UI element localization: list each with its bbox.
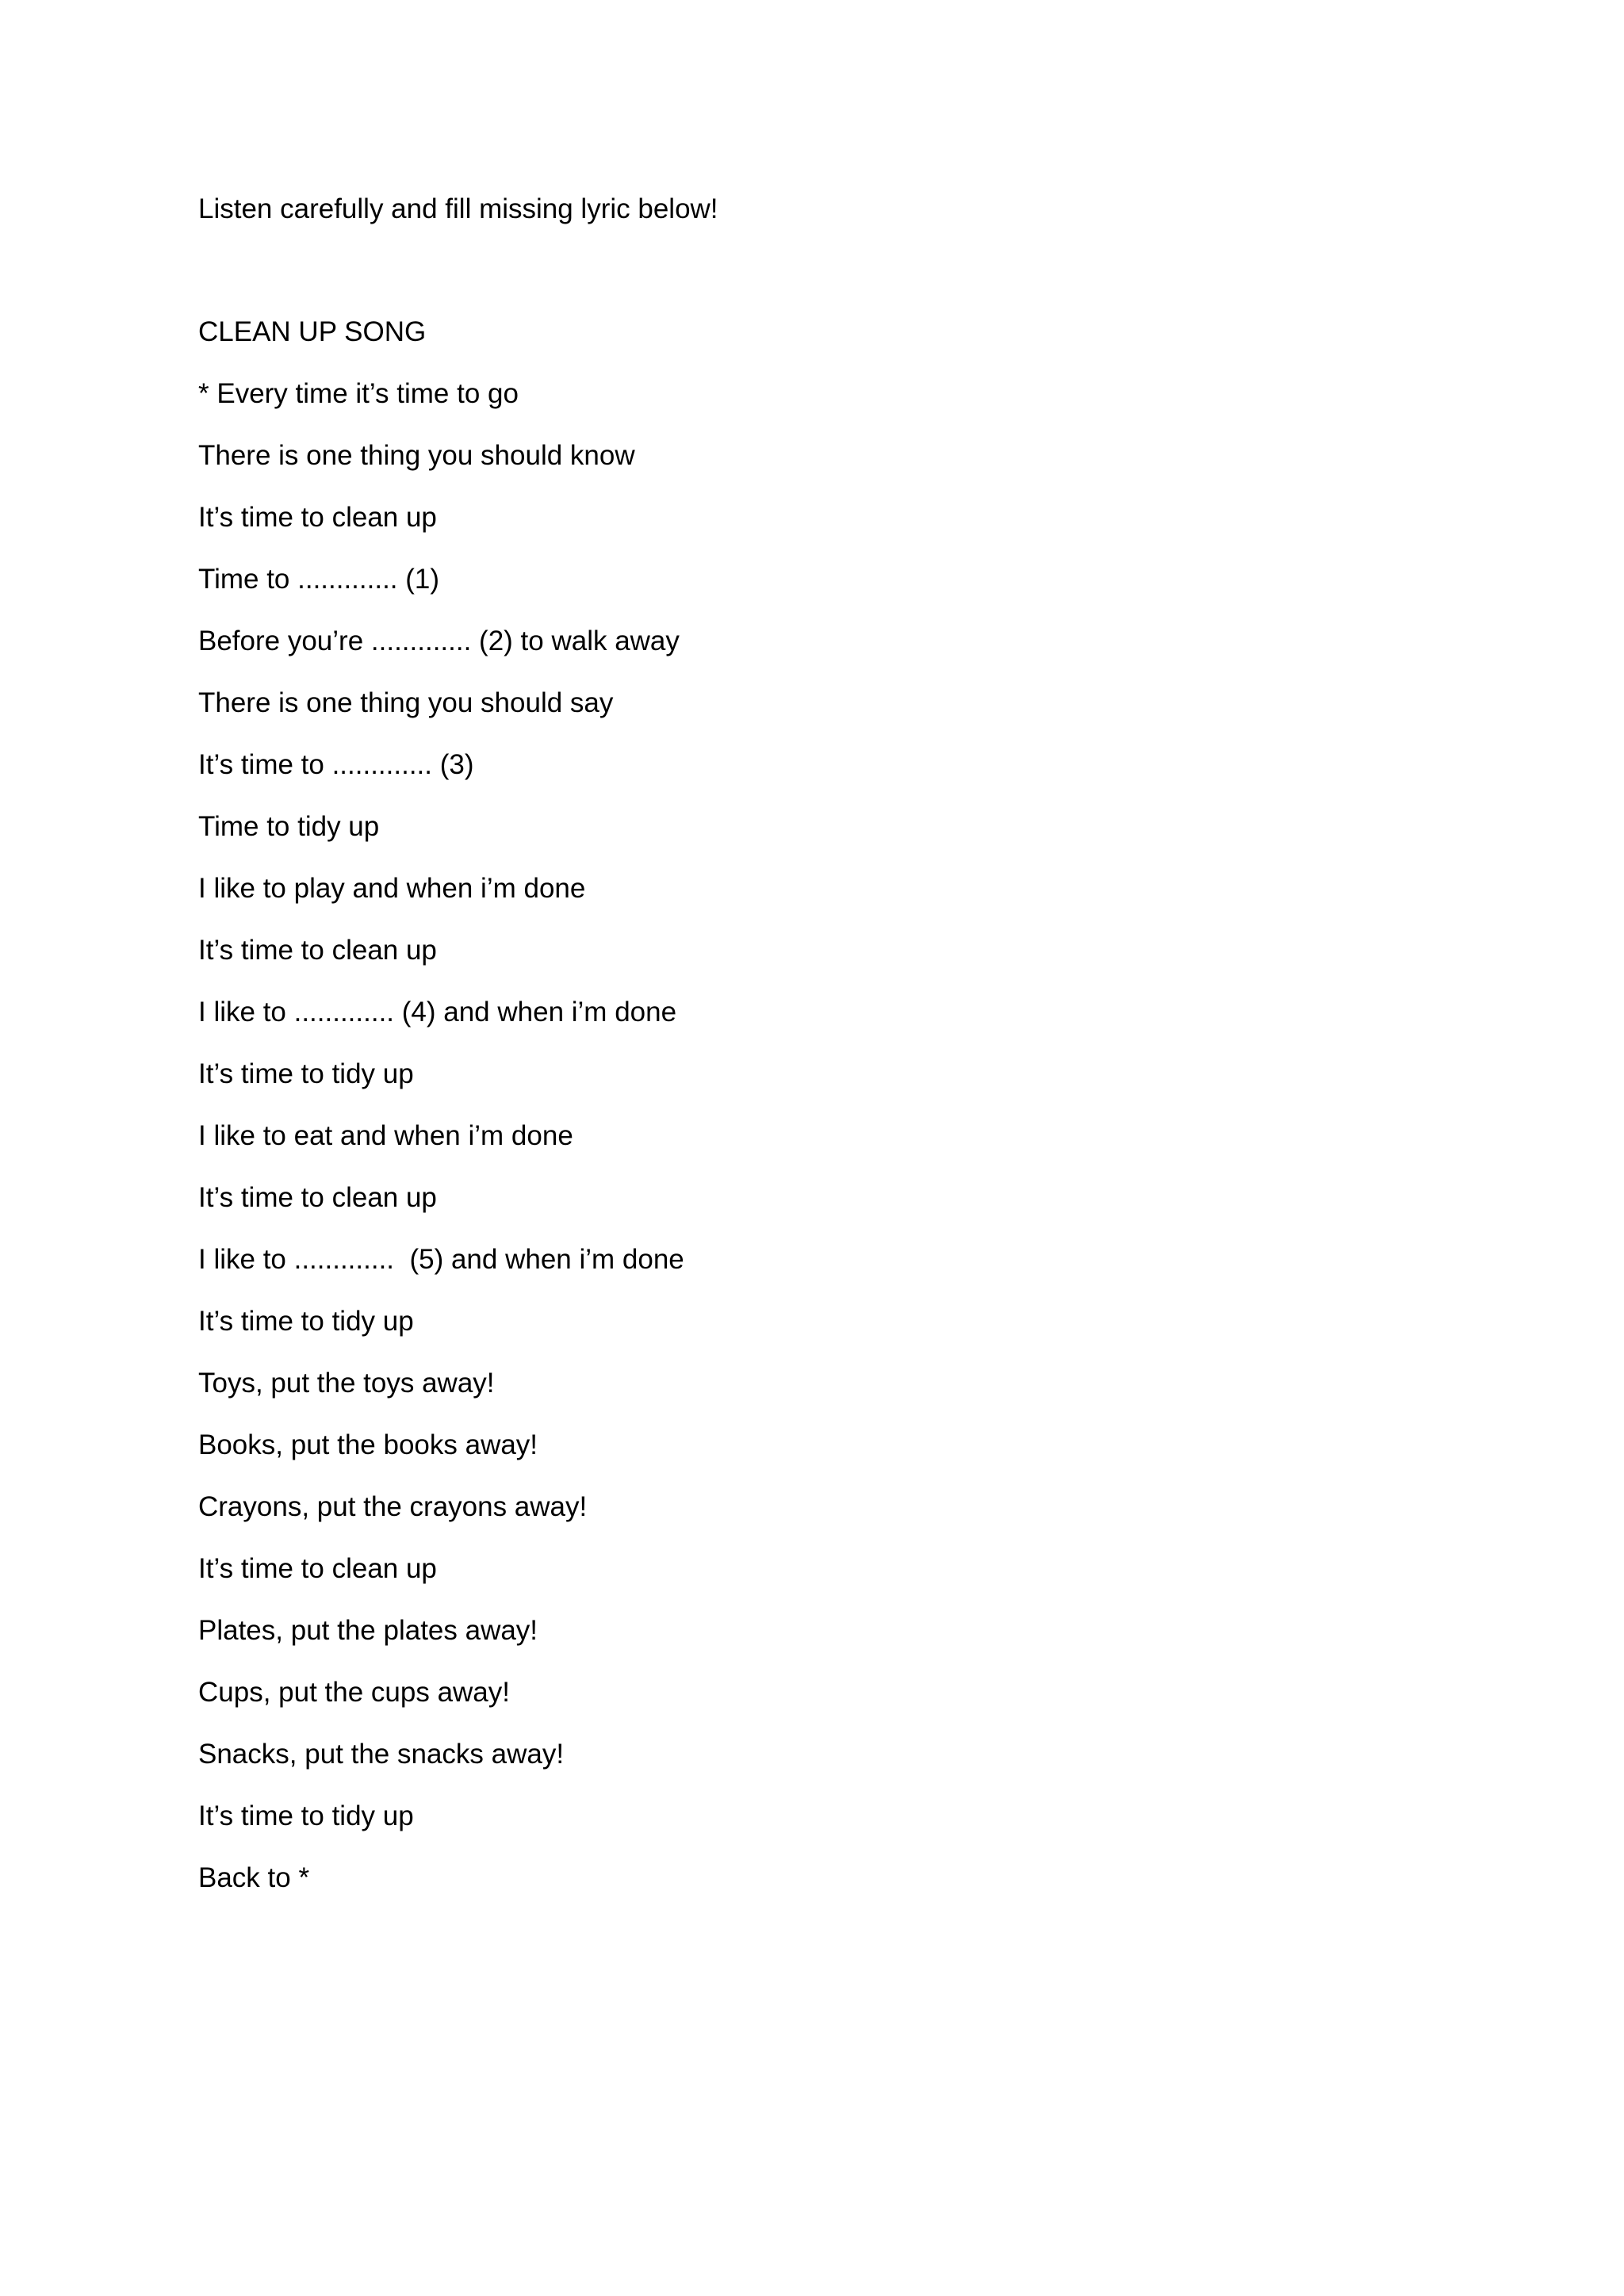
lyric-line: Time to tidy up — [198, 811, 380, 842]
lyric-line: Before you’re ............. (2) to walk away — [198, 626, 680, 656]
lyric-line: It’s time to clean up — [198, 1182, 437, 1213]
lyric-line: It’s time to tidy up — [198, 1800, 414, 1831]
lyric-line: * Every time it’s time to go — [198, 378, 519, 409]
lyric-line: Back to * — [198, 1862, 310, 1893]
lyrics-list — [198, 380, 1467, 1892]
lyric-line: I like to play and when i’m done — [198, 873, 586, 904]
lyric-line: I like to ............. (5) and when i’m done — [198, 1244, 684, 1275]
lyric-line: Snacks, put the snacks away! — [198, 1739, 565, 1770]
song-title: CLEAN UP SONG — [198, 316, 427, 347]
lyric-line: It’s time to clean up — [198, 502, 437, 533]
lyric-line: It’s time to ............. (3) — [198, 749, 474, 780]
lyric-line: It’s time to tidy up — [198, 1306, 414, 1337]
lyric-line: Plates, put the plates away! — [198, 1615, 538, 1646]
document-content — [198, 195, 1467, 1892]
lyric-line: There is one thing you should know — [198, 440, 635, 471]
lyric-line: I like to eat and when i’m done — [198, 1120, 573, 1151]
instruction-text: Listen carefully and fill missing lyric below! — [198, 193, 718, 224]
lyric-line: There is one thing you should say — [198, 687, 614, 718]
lyric-line: Toys, put the toys away! — [198, 1368, 495, 1399]
lyric-line: It’s time to clean up — [198, 1553, 437, 1584]
lyric-line: It’s time to tidy up — [198, 1058, 414, 1089]
lyric-line: Books, put the books away! — [198, 1429, 538, 1460]
lyric-line: Cups, put the cups away! — [198, 1677, 510, 1708]
lyric-line: Crayons, put the crayons away! — [198, 1491, 588, 1522]
lyric-line: I like to ............. (4) and when i’m done — [198, 997, 677, 1027]
lyric-line: It’s time to clean up — [198, 935, 437, 966]
lyric-line: Time to ............. (1) — [198, 564, 440, 595]
